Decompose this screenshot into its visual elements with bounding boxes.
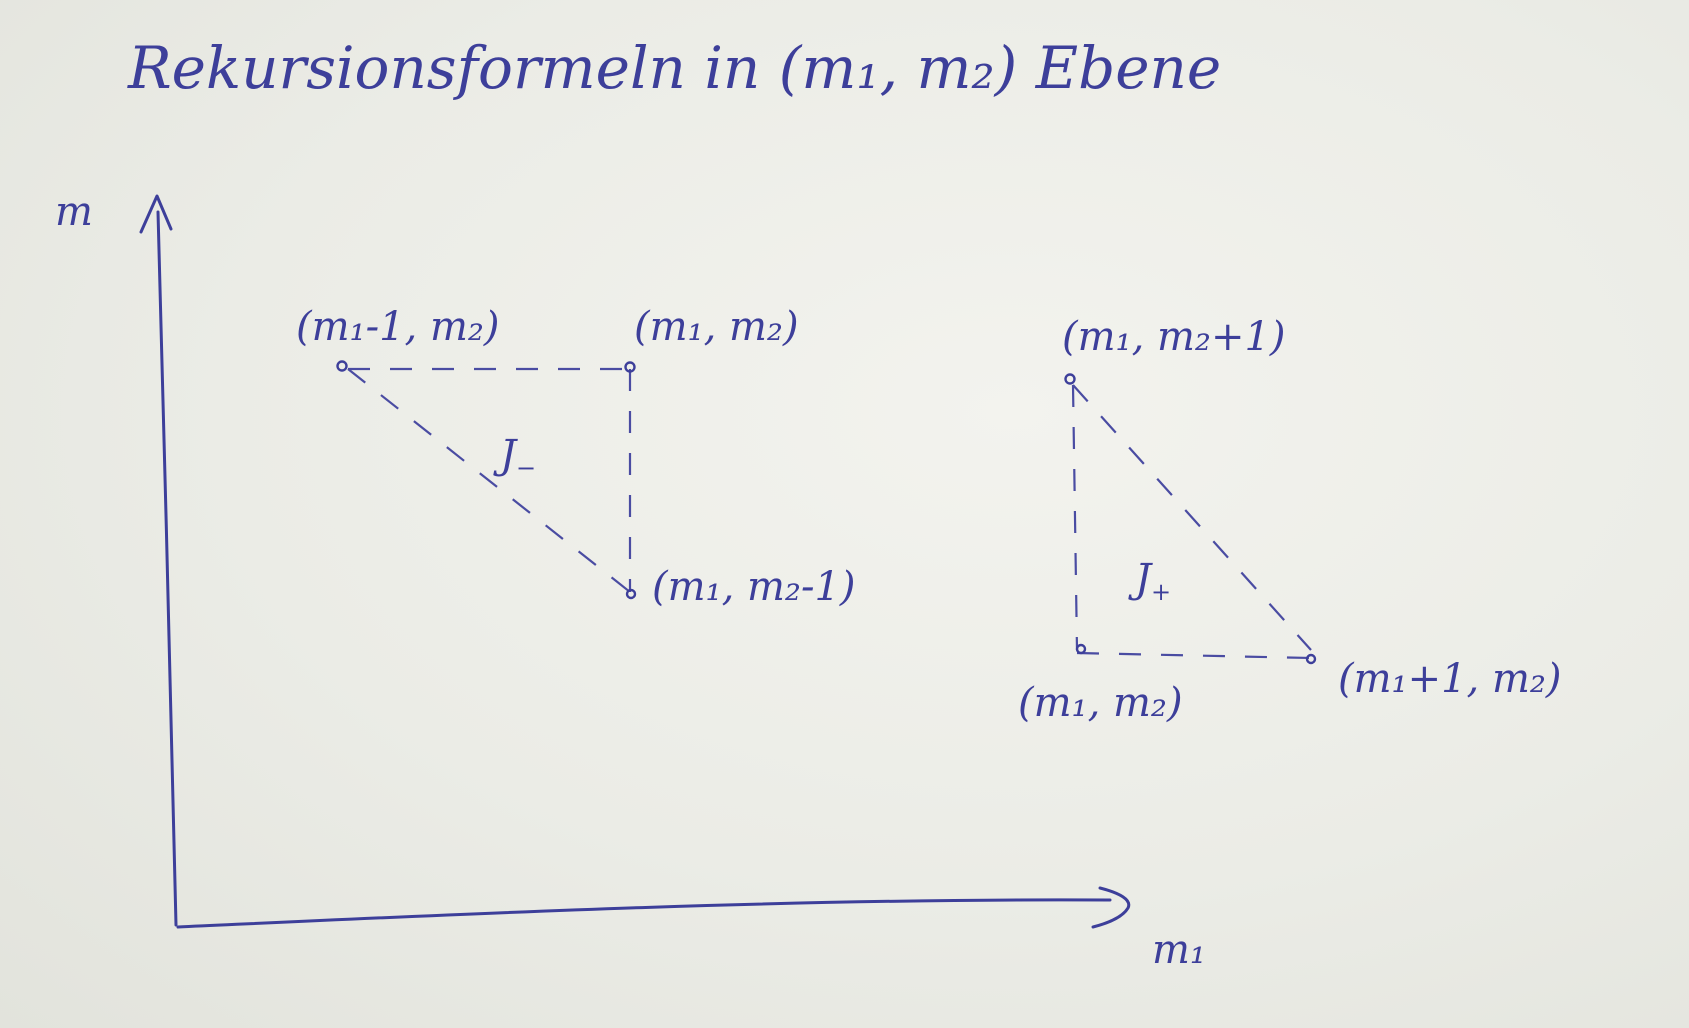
label-m1-plus-1-m2: (m₁+1, m₂) bbox=[1338, 656, 1562, 702]
operator-j-minus-subscript: − bbox=[516, 454, 537, 482]
x-axis-label: m₁ bbox=[1152, 927, 1206, 973]
right-triangle-bottom-edge bbox=[1077, 653, 1311, 658]
label-m1-m2-bottom-right: (m₁, m₂) bbox=[1018, 680, 1183, 726]
point-m1-minus-1-m2 bbox=[338, 362, 347, 371]
operator-j-minus bbox=[493, 432, 536, 482]
label-m1-m2-top-left: (m₁, m₂) bbox=[634, 304, 799, 350]
y-axis-line bbox=[158, 212, 176, 925]
operator-j-minus-symbol: J bbox=[500, 432, 517, 478]
operator-j-plus bbox=[1128, 556, 1171, 606]
operator-j-plus-symbol: J bbox=[1135, 556, 1152, 602]
point-m1-plus-1-m2 bbox=[1307, 655, 1315, 663]
right-triangle bbox=[1018, 314, 1562, 726]
point-m1-m2-plus-1 bbox=[1066, 375, 1075, 384]
x-axis-line bbox=[178, 900, 1110, 927]
operator-j-plus-subscript: + bbox=[1151, 578, 1172, 606]
y-axis-label: m bbox=[55, 189, 93, 235]
left-triangle bbox=[296, 304, 856, 610]
label-m1-m2-plus-1: (m₁, m₂+1) bbox=[1062, 314, 1286, 360]
diagram-title: Rekursionsformeln in (m₁, m₂) Ebene bbox=[128, 34, 1222, 102]
label-m1-minus-1-m2: (m₁-1, m₂) bbox=[296, 304, 500, 350]
left-triangle-diagonal-edge bbox=[348, 369, 630, 592]
right-triangle-vertical-edge bbox=[1073, 385, 1077, 650]
y-axis-arrowhead bbox=[141, 196, 171, 232]
point-m1-m2-right bbox=[1077, 645, 1085, 653]
x-axis-arrowhead bbox=[1093, 888, 1129, 927]
right-triangle-diagonal-edge bbox=[1073, 385, 1311, 650]
label-m1-m2-minus-1: (m₁, m₂-1) bbox=[652, 564, 856, 610]
